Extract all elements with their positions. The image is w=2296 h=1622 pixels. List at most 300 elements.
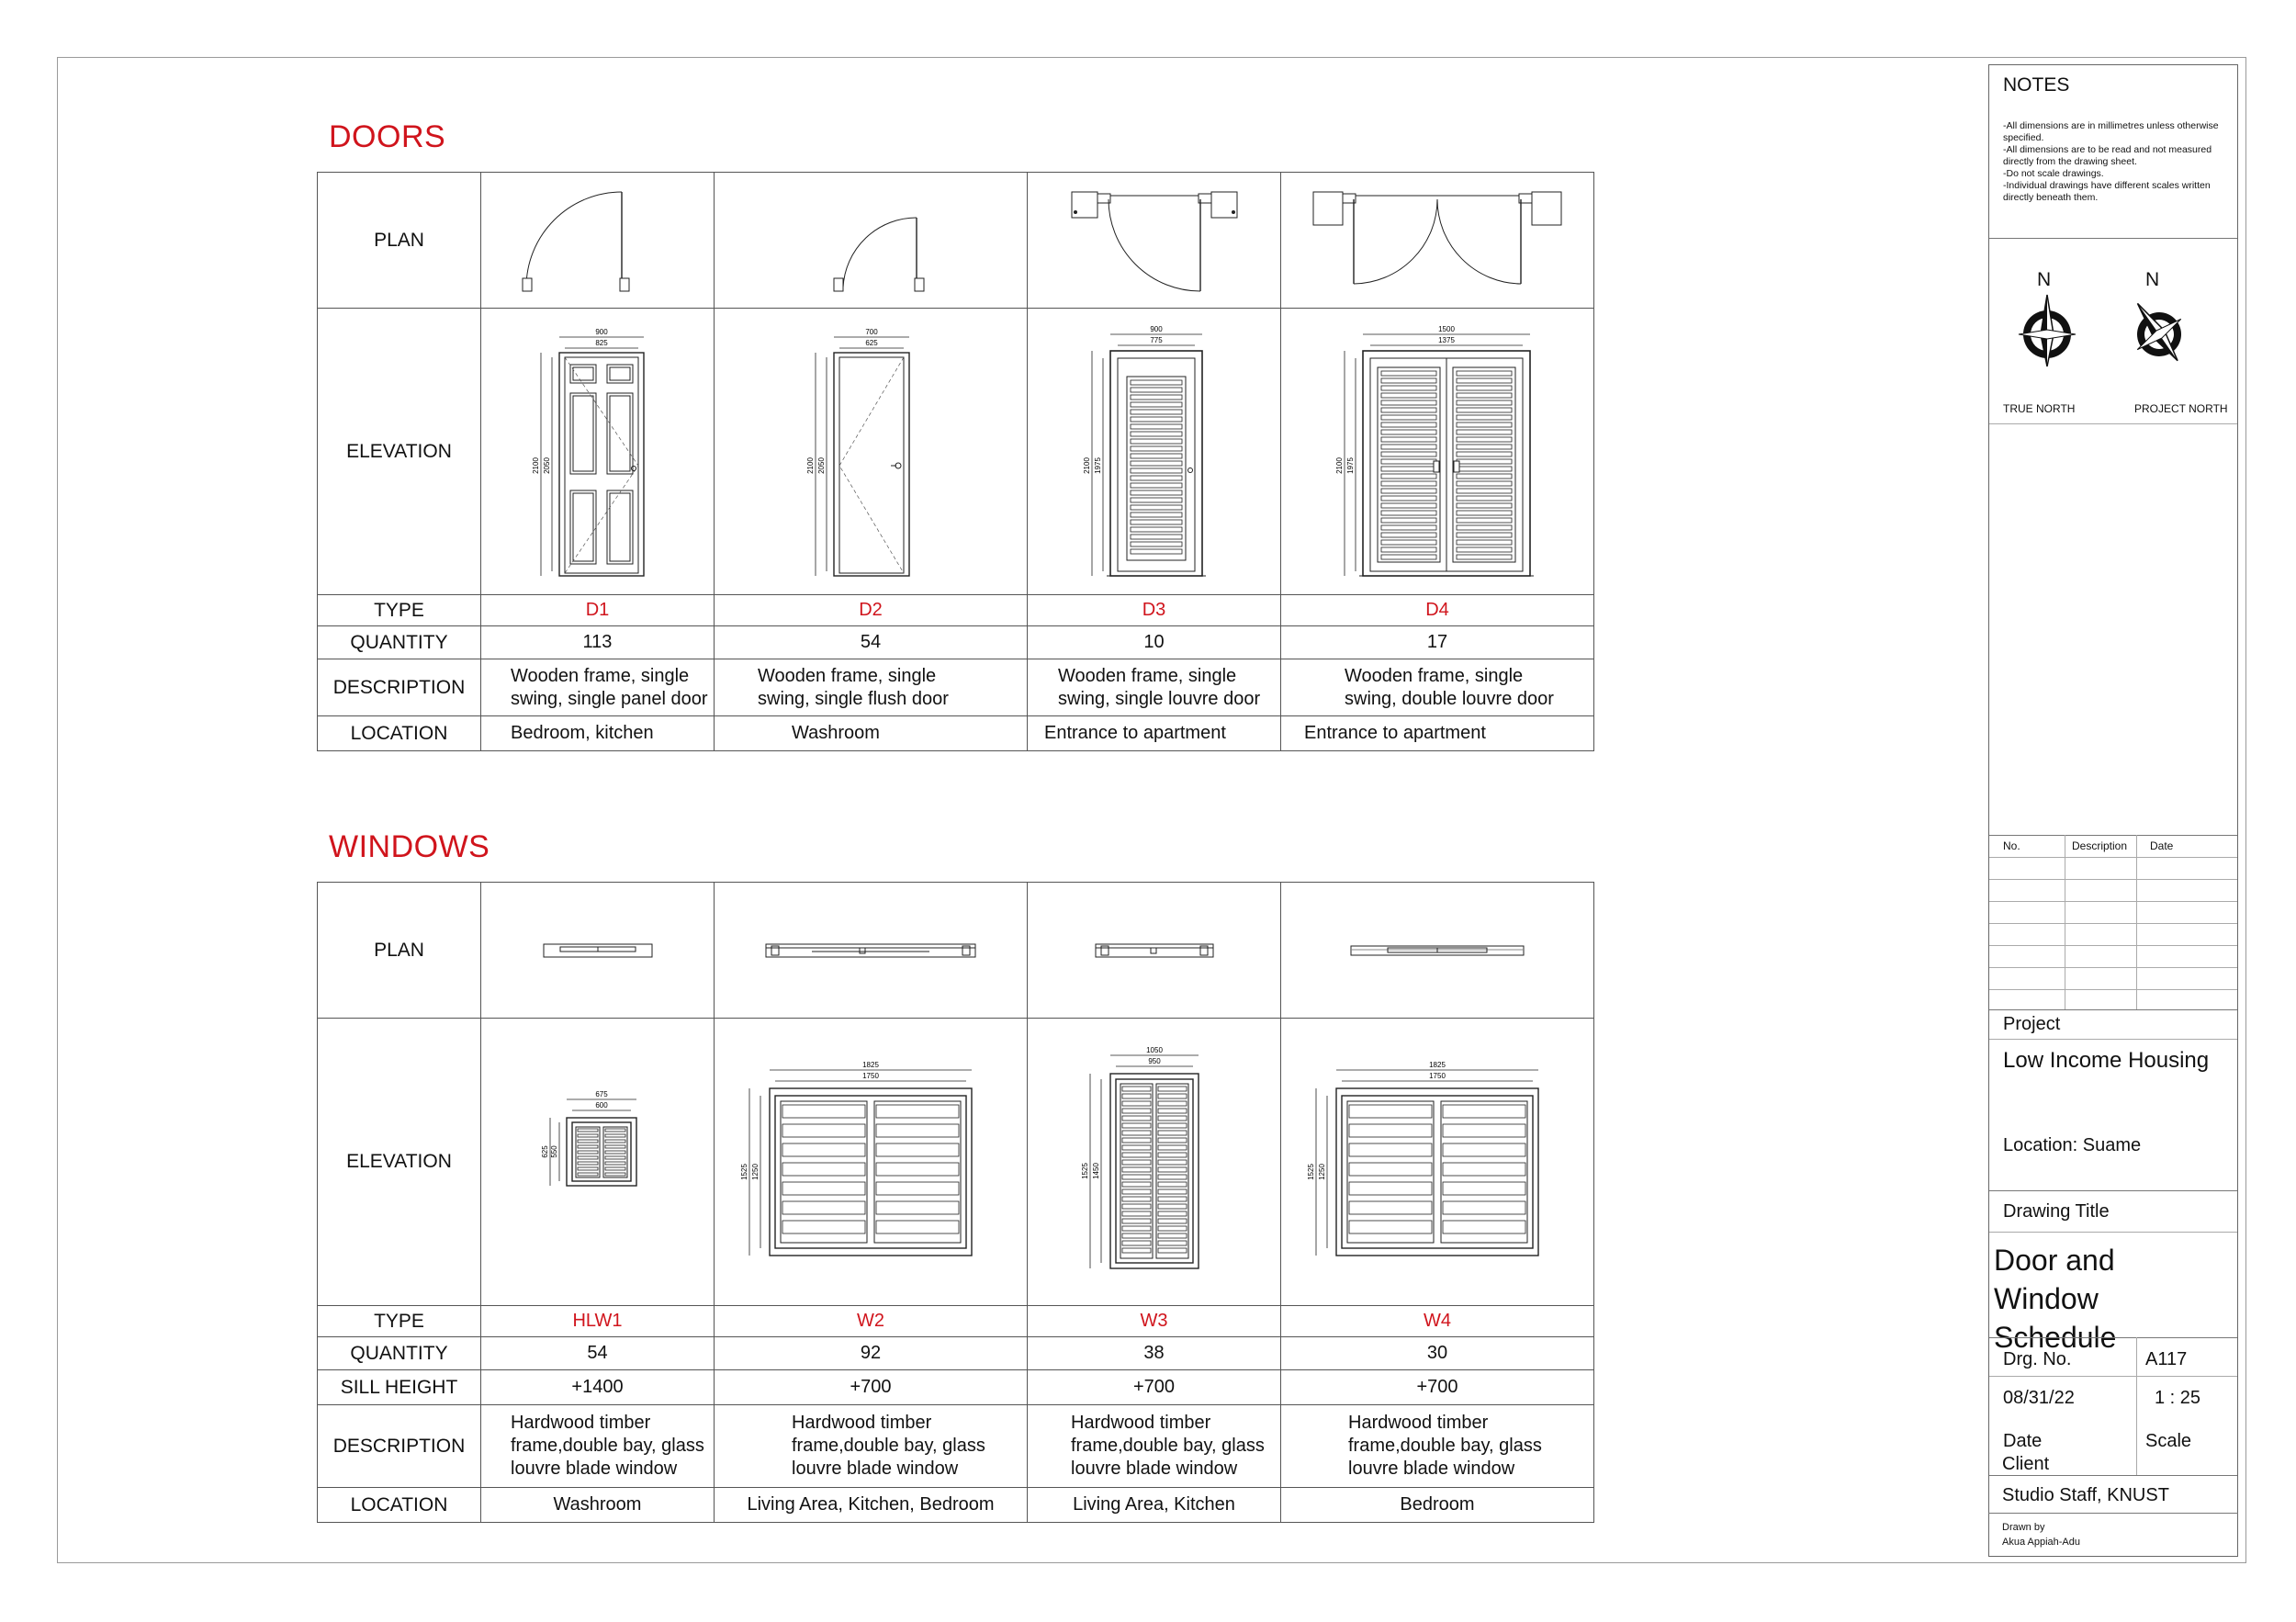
door-schedule-table	[317, 172, 1594, 751]
louvre-blade	[1381, 555, 1436, 559]
w4-plan-drawing	[1281, 883, 1594, 1019]
divider	[1989, 1190, 2237, 1191]
project-name: Low Income Housing	[2003, 1048, 2210, 1073]
revision-row-line	[1989, 989, 2237, 990]
w3-width-dim: 1050	[1145, 1045, 1163, 1054]
doors-title: DOORS	[329, 119, 446, 154]
divider	[1989, 423, 2237, 424]
revision-row-line	[1989, 945, 2237, 946]
hlw1-clear-height-dim: 550	[549, 1145, 558, 1158]
louvre-blade	[782, 1201, 865, 1214]
w2-sill: +700	[715, 1369, 1028, 1404]
louvre-blade	[1457, 452, 1512, 456]
louvre-blade	[1158, 1211, 1187, 1216]
louvre-blade	[1381, 547, 1436, 552]
door-location-row	[318, 716, 1594, 751]
hlw1-height-dim: 625	[540, 1145, 549, 1158]
louvre-blade	[1158, 1189, 1187, 1194]
louvre-blade	[1122, 1248, 1151, 1253]
louvre-blade	[1349, 1163, 1432, 1176]
louvre-blade	[1381, 489, 1436, 493]
louvre-blade	[578, 1134, 598, 1137]
louvre-blade	[1122, 1116, 1151, 1121]
w4-quantity: 30	[1281, 1336, 1594, 1369]
louvre-blade	[1381, 511, 1436, 515]
louvre-blade	[1457, 540, 1512, 545]
d1-plan-drawing	[481, 173, 715, 309]
louvre-blade	[578, 1173, 598, 1176]
louvre-blade	[1457, 430, 1512, 434]
louvre-blade	[1381, 518, 1436, 523]
louvre-blade	[1131, 527, 1182, 532]
hlw1-elevation-drawing	[481, 1019, 715, 1305]
notes-title: NOTES	[2003, 74, 2070, 96]
d1-quantity: 113	[481, 626, 715, 659]
louvre-blade	[1457, 378, 1512, 383]
block-col-divider	[2136, 1337, 2137, 1475]
window-elevation-label: ELEVATION	[318, 1019, 481, 1305]
w2-plan-drawing	[715, 883, 1028, 1019]
louvre-blade	[1131, 513, 1182, 517]
louvre-blade	[1457, 415, 1512, 420]
louvre-blade	[1381, 422, 1436, 427]
d1-type: D1	[481, 595, 715, 626]
louvre-blade	[1381, 445, 1436, 449]
louvre-blade	[1457, 533, 1512, 537]
louvre-blade	[1158, 1233, 1187, 1238]
d4-type: D4	[1281, 595, 1594, 626]
louvre-blade	[1131, 395, 1182, 400]
w4-height-dim: 1525	[1307, 1164, 1315, 1180]
w3-elevation-drawing	[1028, 1019, 1281, 1305]
louvre-blade	[1131, 535, 1182, 539]
w4-sill: +700	[1281, 1369, 1594, 1404]
d2-description: Wooden frame, single swing, single flush door	[715, 659, 1028, 716]
louvre-blade	[605, 1156, 625, 1159]
louvre-blade	[1381, 459, 1436, 464]
w3-louvre-blades	[1122, 1087, 1187, 1253]
louvre-blade	[1381, 437, 1436, 442]
d4-elevation-drawing	[1281, 309, 1594, 595]
louvre-blade	[1349, 1143, 1432, 1156]
window-elevation-row	[318, 1019, 1594, 1305]
w3-clear-width-dim: 950	[1147, 1056, 1161, 1065]
date-label: Date	[2003, 1431, 2043, 1451]
louvre-blade	[1122, 1219, 1151, 1223]
hlw1-quantity: 54	[481, 1336, 715, 1369]
w2-clear-width-dim: 1750	[862, 1071, 879, 1080]
louvre-blade	[876, 1221, 959, 1233]
louvre-blade	[605, 1151, 625, 1154]
louvre-blade	[1131, 454, 1182, 458]
revision-row-line	[1989, 901, 2237, 902]
louvre-blade	[1158, 1167, 1187, 1172]
hlw1-location: Washroom	[481, 1487, 715, 1522]
d2-location: Washroom	[715, 716, 1028, 751]
d3-clear-width-dim: 775	[1149, 335, 1163, 344]
windows-title: WINDOWS	[329, 829, 490, 864]
louvre-blade	[1122, 1197, 1151, 1201]
louvre-blade	[1131, 505, 1182, 510]
louvre-blade	[605, 1134, 625, 1137]
louvre-blade	[1131, 498, 1182, 502]
w2-louvre-blades	[782, 1105, 959, 1233]
revision-row-line	[1989, 967, 2237, 968]
revision-row-line	[1989, 923, 2237, 924]
w4-clear-width-dim: 1750	[1429, 1071, 1446, 1080]
d4-quantity: 17	[1281, 626, 1594, 659]
hlw1-description: Hardwood timber frame,double bay, glass louvre blade window	[481, 1404, 715, 1487]
divider	[1989, 1475, 2237, 1476]
louvre-blade	[1349, 1105, 1432, 1118]
project-north-compass-icon	[2118, 293, 2200, 376]
louvre-blade	[876, 1143, 959, 1156]
d1-clear-height-dim: 2050	[542, 456, 551, 474]
hlw1-sill: +1400	[481, 1369, 715, 1404]
d3-location: Entrance to apartment	[1028, 716, 1281, 751]
louvre-blade	[782, 1221, 865, 1233]
louvre-blade	[1158, 1182, 1187, 1187]
door-plan-row	[318, 173, 1594, 309]
louvre-blade	[1457, 518, 1512, 523]
w4-clear-height-dim: 1250	[1318, 1164, 1326, 1180]
w3-description: Hardwood timber frame,double bay, glass louvre blade window	[1028, 1404, 1281, 1487]
louvre-blade	[1122, 1241, 1151, 1245]
w2-description: Hardwood timber frame,double bay, glass louvre blade window	[715, 1404, 1028, 1487]
project-north-letter: N	[2145, 269, 2160, 290]
revision-col-divider	[2136, 835, 2137, 1009]
louvre-blade	[1131, 446, 1182, 451]
louvre-blade	[1131, 432, 1182, 436]
project-location: Location: Suame	[2003, 1135, 2142, 1155]
louvre-blade	[1158, 1204, 1187, 1209]
louvre-blade	[1158, 1219, 1187, 1223]
d2-height-dim: 2100	[806, 456, 815, 474]
w4-location: Bedroom	[1281, 1487, 1594, 1522]
client-label: Client	[2002, 1454, 2050, 1474]
louvre-blade	[1457, 503, 1512, 508]
louvre-blade	[1457, 489, 1512, 493]
louvre-blade	[578, 1145, 598, 1148]
w2-type: W2	[715, 1305, 1028, 1336]
louvre-blade	[1122, 1189, 1151, 1194]
door-plan-label: PLAN	[318, 173, 481, 309]
revision-description-header: Description	[2072, 839, 2128, 852]
w2-quantity: 92	[715, 1336, 1028, 1369]
door-quantity-row	[318, 626, 1594, 659]
d3-width-dim: 900	[1149, 324, 1163, 333]
louvre-blade	[1122, 1160, 1151, 1165]
drawn-by-label: Drawn by	[2002, 1522, 2045, 1533]
louvre-blade	[1122, 1153, 1151, 1157]
louvre-blade	[1158, 1087, 1187, 1091]
louvre-blade	[1122, 1109, 1151, 1113]
w3-height-dim: 1525	[1080, 1163, 1089, 1179]
d2-clear-height-dim: 2050	[817, 456, 826, 474]
louvre-blade	[1122, 1233, 1151, 1238]
divider	[1989, 1376, 2237, 1377]
client-name: Studio Staff, KNUST	[2002, 1485, 2169, 1505]
louvre-blade	[1381, 386, 1436, 390]
louvre-blade	[1381, 503, 1436, 508]
louvre-blade	[1457, 459, 1512, 464]
door-quantity-label: QUANTITY	[318, 626, 481, 659]
w3-sill: +700	[1028, 1369, 1281, 1404]
window-location-label: LOCATION	[318, 1487, 481, 1522]
divider	[1988, 1513, 2238, 1514]
louvre-blade	[1158, 1175, 1187, 1179]
w2-clear-height-dim: 1250	[751, 1164, 760, 1180]
louvre-blade	[1122, 1226, 1151, 1231]
louvre-blade	[1122, 1175, 1151, 1179]
window-sill-label: SILL HEIGHT	[318, 1369, 481, 1404]
title-block	[1988, 64, 2238, 1557]
d1-clear-width-dim: 825	[594, 338, 608, 347]
louvre-blade	[1457, 525, 1512, 530]
louvre-blade	[1457, 555, 1512, 559]
window-sill-row	[318, 1369, 1594, 1404]
revision-row-line	[1989, 879, 2237, 880]
louvre-blade	[1122, 1145, 1151, 1150]
louvre-blade	[1457, 467, 1512, 471]
louvre-blade	[605, 1129, 625, 1132]
w2-location: Living Area, Kitchen, Bedroom	[715, 1487, 1028, 1522]
true-north-label: TRUE NORTH	[2003, 402, 2076, 415]
project-north-label: PROJECT NORTH	[2134, 402, 2228, 415]
louvre-blade	[1131, 380, 1182, 385]
louvre-blade	[1131, 439, 1182, 444]
window-description-row	[318, 1404, 1594, 1487]
louvre-blade	[1349, 1221, 1432, 1233]
w4-type: W4	[1281, 1305, 1594, 1336]
d3-clear-height-dim: 1975	[1093, 456, 1102, 474]
w3-clear-height-dim: 1450	[1091, 1163, 1100, 1179]
louvre-blade	[1443, 1143, 1525, 1156]
louvre-blade	[1443, 1221, 1525, 1233]
louvre-blade	[1131, 402, 1182, 407]
drawing-scale: 1 : 25	[2155, 1388, 2201, 1408]
project-label: Project	[2003, 1014, 2061, 1034]
louvre-blade	[782, 1124, 865, 1137]
d3-plan-drawing	[1028, 173, 1281, 309]
louvre-blade	[605, 1162, 625, 1165]
louvre-blade	[782, 1182, 865, 1195]
w3-plan-drawing	[1028, 883, 1281, 1019]
d4-plan-drawing	[1281, 173, 1594, 309]
louvre-blade	[1457, 547, 1512, 552]
d4-width-dim: 1500	[1438, 324, 1455, 333]
d2-clear-width-dim: 625	[865, 338, 878, 347]
true-north-letter: N	[2037, 269, 2052, 290]
louvre-blade	[1131, 461, 1182, 466]
louvre-blade	[1457, 445, 1512, 449]
louvre-blade	[1122, 1087, 1151, 1091]
louvre-blade	[876, 1163, 959, 1176]
w2-width-dim: 1825	[862, 1060, 879, 1069]
louvre-blade	[1158, 1145, 1187, 1150]
door-elevation-row	[318, 309, 1594, 595]
louvre-blade	[1457, 393, 1512, 398]
louvre-blade	[578, 1129, 598, 1132]
divider	[1989, 1232, 2237, 1233]
louvre-blade	[1158, 1094, 1187, 1098]
louvre-blade	[1381, 393, 1436, 398]
louvre-blade	[1457, 371, 1512, 376]
louvre-blade	[1381, 415, 1436, 420]
louvre-blade	[1457, 474, 1512, 479]
louvre-blade	[1158, 1101, 1187, 1106]
louvre-blade	[1381, 378, 1436, 383]
d2-width-dim: 700	[865, 327, 878, 336]
louvre-blade	[1457, 422, 1512, 427]
door-type-label: TYPE	[318, 595, 481, 626]
louvre-blade	[1349, 1124, 1432, 1137]
louvre-blade	[578, 1151, 598, 1154]
louvre-blade	[1158, 1241, 1187, 1245]
door-type-row	[318, 595, 1594, 626]
revision-date-header: Date	[2150, 839, 2174, 852]
window-plan-row	[318, 883, 1594, 1019]
hlw1-plan-drawing	[481, 883, 715, 1019]
louvre-blade	[1122, 1204, 1151, 1209]
louvre-blade	[1457, 437, 1512, 442]
louvre-blade	[1457, 481, 1512, 486]
w4-louvre-blades	[1349, 1105, 1525, 1233]
louvre-blade	[1158, 1123, 1187, 1128]
d3-height-dim: 2100	[1082, 456, 1091, 474]
louvre-blade	[1122, 1131, 1151, 1135]
louvre-blade	[1158, 1131, 1187, 1135]
louvre-blade	[578, 1162, 598, 1165]
louvre-blade	[1381, 371, 1436, 376]
louvre-blade	[578, 1140, 598, 1143]
louvre-blade	[876, 1105, 959, 1118]
louvre-blade	[578, 1156, 598, 1159]
louvre-blade	[1457, 400, 1512, 405]
louvre-blade	[1381, 467, 1436, 471]
louvre-blade	[1158, 1153, 1187, 1157]
divider	[1989, 835, 2237, 836]
window-plan-label: PLAN	[318, 883, 481, 1019]
drawing-title: Door and Window Schedule	[1994, 1244, 2117, 1354]
louvre-blade	[1122, 1211, 1151, 1216]
louvre-blade	[605, 1140, 625, 1143]
d3-type: D3	[1028, 595, 1281, 626]
window-quantity-row	[318, 1336, 1594, 1369]
louvre-blade	[578, 1167, 598, 1170]
w2-elevation-drawing	[715, 1019, 1028, 1305]
louvre-blade	[1457, 386, 1512, 390]
louvre-blade	[876, 1201, 959, 1214]
divider	[1989, 1337, 2237, 1338]
louvre-blade	[1122, 1167, 1151, 1172]
d3-louvre-blades	[1131, 380, 1182, 554]
hlw1-clear-width-dim: 600	[594, 1100, 608, 1109]
d4-height-dim: 2100	[1335, 456, 1344, 474]
w4-elevation-drawing	[1281, 1019, 1594, 1305]
louvre-blade	[1131, 542, 1182, 546]
louvre-blade	[1381, 533, 1436, 537]
louvre-blade	[1381, 474, 1436, 479]
louvre-blade	[1158, 1226, 1187, 1231]
louvre-blade	[1158, 1197, 1187, 1201]
w4-description: Hardwood timber frame,double bay, glass louvre blade window	[1281, 1404, 1594, 1487]
louvre-blade	[1122, 1101, 1151, 1106]
louvre-blade	[1131, 424, 1182, 429]
divider	[1989, 1009, 2237, 1010]
louvre-blade	[1381, 496, 1436, 501]
louvre-blade	[1443, 1201, 1525, 1214]
true-north-compass-icon	[2006, 293, 2088, 376]
louvre-blade	[1443, 1163, 1525, 1176]
louvre-blade	[1381, 452, 1436, 456]
d1-width-dim: 900	[594, 327, 608, 336]
scale-label: Scale	[2145, 1431, 2192, 1451]
door-elevation-label: ELEVATION	[318, 309, 481, 595]
louvre-blade	[1158, 1116, 1187, 1121]
w4-width-dim: 1825	[1429, 1060, 1446, 1069]
divider	[1989, 1039, 2237, 1040]
drawing-title-label: Drawing Title	[2003, 1201, 2110, 1222]
louvre-blade	[1457, 511, 1512, 515]
louvre-blade	[1122, 1094, 1151, 1098]
louvre-blade	[1381, 540, 1436, 545]
louvre-blade	[1131, 483, 1182, 488]
drawing-date: 08/31/22	[2003, 1388, 2075, 1408]
d2-elevation-drawing	[715, 309, 1028, 595]
louvre-blade	[1443, 1182, 1525, 1195]
louvre-blade	[605, 1167, 625, 1170]
drawing-number: A117	[2145, 1349, 2188, 1369]
louvre-blade	[1122, 1138, 1151, 1143]
door-location-label: LOCATION	[318, 716, 481, 751]
louvre-blade	[605, 1145, 625, 1148]
louvre-blade	[782, 1163, 865, 1176]
window-quantity-label: QUANTITY	[318, 1336, 481, 1369]
hlw1-type: HLW1	[481, 1305, 715, 1336]
window-description-label: DESCRIPTION	[318, 1404, 481, 1487]
window-location-row	[318, 1487, 1594, 1522]
louvre-blade	[1131, 417, 1182, 422]
louvre-blade	[1131, 549, 1182, 554]
louvre-blade	[876, 1124, 959, 1137]
door-description-row	[318, 659, 1594, 716]
d4-clear-width-dim: 1375	[1438, 335, 1455, 344]
divider	[1989, 238, 2237, 239]
d2-plan-drawing	[715, 173, 1028, 309]
louvre-blade	[1443, 1124, 1525, 1137]
hlw1-width-dim: 675	[594, 1089, 608, 1098]
louvre-blade	[1158, 1109, 1187, 1113]
louvre-blade	[1349, 1182, 1432, 1195]
louvre-blade	[1381, 525, 1436, 530]
hlw1-louvre-blades	[578, 1129, 625, 1176]
d2-quantity: 54	[715, 626, 1028, 659]
window-type-label: TYPE	[318, 1305, 481, 1336]
louvre-blade	[1158, 1138, 1187, 1143]
drawn-by-name: Akua Appiah-Adu	[2002, 1537, 2081, 1548]
door-description-label: DESCRIPTION	[318, 659, 481, 716]
d4-location: Entrance to apartment	[1281, 716, 1594, 751]
d1-elevation-drawing	[481, 309, 715, 595]
d1-location: Bedroom, kitchen	[481, 716, 715, 751]
louvre-blade	[1131, 520, 1182, 524]
louvre-blade	[1158, 1248, 1187, 1253]
d3-elevation-drawing	[1028, 309, 1281, 595]
louvre-blade	[1131, 468, 1182, 473]
window-schedule-table	[317, 882, 1594, 1523]
louvre-blade	[1122, 1182, 1151, 1187]
